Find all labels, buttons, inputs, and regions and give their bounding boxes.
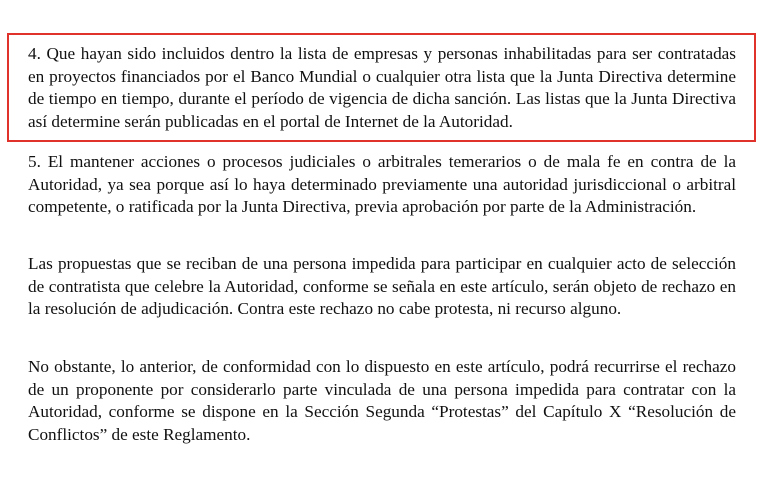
paragraph-exception: No obstante, lo anterior, de conformidad con lo dispuesto en este artículo, podrá recurrirse el rechazo de un proponente por considerarlo parte vinculada de una persona impedida para contratar con la Autoridad, conforme se dispone en la Sección Segunda “Protestas” del Capítulo X “Resolución de Conflictos” de este Reglamento. [28, 357, 736, 444]
paragraph-item-5: 5. El mantener acciones o procesos judiciales o arbitrales temerarios o de mala fe en contra de la Autoridad, ya sea porque así lo haya determinado previamente una autoridad jurisdiccional o arbitral competente, o ratificada por la Junta Directiva, previa aprobación por parte de la Administración. [28, 152, 736, 216]
paragraph-rejection: Las propuestas que se reciban de una persona impedida para participar en cualquier acto de selección de contratista que celebre la Autoridad, conforme se señala en este artículo, serán objeto de rechazo en la resolución de adjudicación. Contra este rechazo no cabe protesta, ni recurso alguno. [28, 254, 736, 318]
paragraph-item-4: 4. Que hayan sido incluidos dentro la lista de empresas y personas inhabilitadas para ser contratadas en proyectos financiados por el Banco Mundial o cualquier otra lista que la Junta Directiva determine de tiempo en tiempo, durante el período de vigencia de dicha sanción. Las listas que la Junta Directiva así determine serán publicadas en el portal de Internet de la Autoridad. [28, 44, 736, 131]
